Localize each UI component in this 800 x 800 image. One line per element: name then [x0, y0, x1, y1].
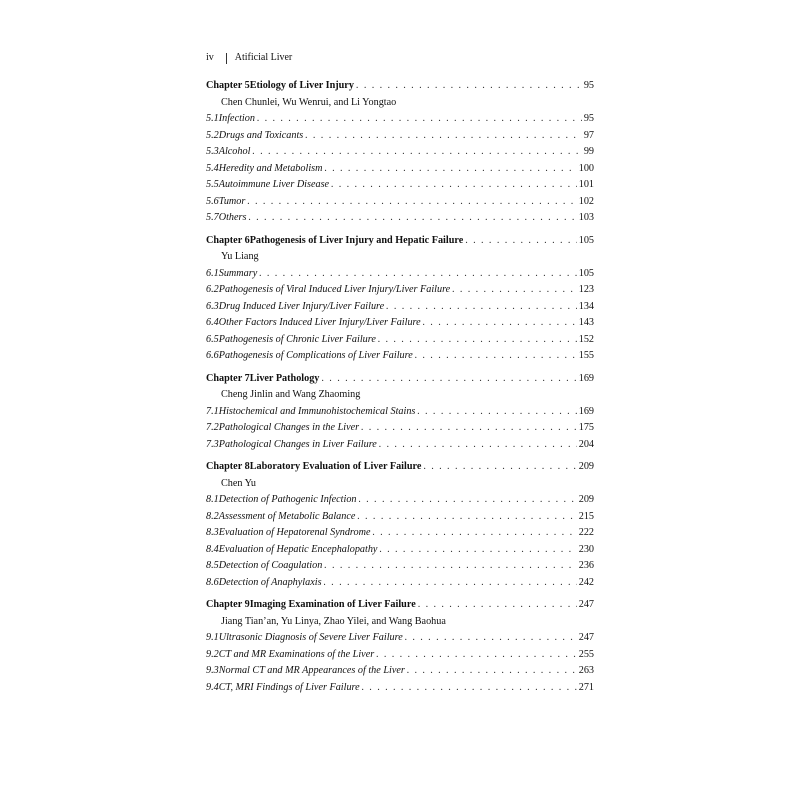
- section-entry[interactable]: [206, 647, 594, 664]
- section-page-number: 209: [578, 494, 594, 505]
- section-title: Other Factors Induced Liver Injury/Liver Failure: [218, 317, 421, 328]
- dot-leader: [257, 111, 582, 128]
- section-entry[interactable]: [206, 299, 594, 316]
- section-number: 9.4: [206, 681, 219, 693]
- section-title: Evaluation of Hepatorenal Syndrome: [218, 527, 371, 538]
- toc-chapter: [206, 78, 594, 227]
- section-number: 6.3: [206, 300, 219, 312]
- section-title: Histochemical and Immunohistochemical Stains: [218, 405, 416, 417]
- dot-leader: [465, 233, 576, 250]
- dot-leader: [418, 597, 577, 614]
- dot-leader: [324, 575, 577, 592]
- chapter-entry[interactable]: [206, 233, 594, 250]
- section-title: Pathogenesis of Chronic Liver Failure: [218, 333, 376, 345]
- section-title: Detection of Pathogenic Infection: [218, 494, 357, 505]
- dot-leader: [252, 144, 581, 161]
- section-number: 9.2: [206, 648, 219, 660]
- section-page-number: 102: [578, 195, 594, 207]
- section-page-number: 123: [578, 284, 594, 295]
- section-entry[interactable]: [206, 663, 594, 680]
- section-title: CT, MRI Findings of Liver Failure: [218, 681, 360, 693]
- section-entry[interactable]: [206, 437, 594, 454]
- section-number: 7.3: [206, 438, 219, 450]
- chapter-authors: Chen Yu: [221, 477, 256, 489]
- section-number: 8.5: [206, 560, 219, 571]
- section-entry[interactable]: [206, 315, 594, 332]
- running-head: [206, 52, 292, 64]
- chapter-entry[interactable]: [206, 78, 594, 95]
- section-entry[interactable]: [206, 542, 594, 559]
- chapter-entry[interactable]: [206, 371, 594, 388]
- chapter-authors: Chen Chunlei, Wu Wenrui, and Li Yongtao: [221, 96, 397, 108]
- header-divider: [226, 53, 227, 64]
- section-number: 8.3: [206, 527, 219, 538]
- section-page-number: 242: [578, 576, 594, 588]
- chapter-number: Chapter 9: [206, 599, 250, 610]
- toc-chapter: [206, 459, 594, 591]
- chapter-number: Chapter 7: [206, 372, 250, 384]
- dot-leader: [386, 299, 577, 316]
- section-page-number: 99: [583, 146, 594, 157]
- page-label: iv: [206, 52, 214, 63]
- section-number: 6.4: [206, 317, 219, 328]
- chapter-title: Laboratory Evaluation of Liver Failure: [249, 461, 422, 472]
- section-entry[interactable]: [206, 404, 594, 421]
- section-entry[interactable]: [206, 332, 594, 349]
- chapter-page-number: 247: [578, 599, 594, 610]
- section-entry[interactable]: [206, 509, 594, 526]
- section-page-number: 155: [578, 350, 594, 361]
- section-title: Autoimmune Liver Disease: [218, 179, 330, 190]
- section-title: Assessment of Metabolic Balance: [218, 510, 356, 522]
- dot-leader: [417, 404, 576, 421]
- dot-leader: [372, 525, 576, 542]
- dot-leader: [378, 332, 577, 349]
- dot-leader: [379, 542, 576, 559]
- section-entry[interactable]: [206, 210, 594, 227]
- section-page-number: 263: [578, 665, 594, 676]
- chapter-title: Liver Pathology: [249, 372, 320, 384]
- dot-leader: [357, 509, 576, 526]
- section-title: Pathogenesis of Viral Induced Liver Injury/Liver Failure: [218, 284, 451, 295]
- chapter-entry[interactable]: [206, 459, 594, 476]
- dot-leader: [331, 177, 577, 194]
- dot-leader: [305, 128, 582, 145]
- section-title: Pathological Changes in the Liver: [218, 422, 360, 433]
- section-page-number: 100: [578, 162, 594, 174]
- section-page-number: 236: [578, 560, 594, 571]
- dot-leader: [407, 663, 577, 680]
- book-title: Atificial Liver: [234, 52, 293, 63]
- section-number: 6.5: [206, 333, 219, 345]
- section-entry[interactable]: [206, 492, 594, 509]
- section-page-number: 271: [578, 681, 594, 693]
- section-title: Summary: [218, 267, 258, 279]
- section-number: 7.1: [206, 405, 219, 417]
- section-page-number: 215: [578, 510, 594, 522]
- section-title: Normal CT and MR Appearances of the Liver: [218, 665, 405, 676]
- section-title: Detection of Coagulation: [218, 560, 323, 571]
- section-title: Evaluation of Hepatic Encephalopathy: [218, 543, 378, 555]
- section-entry[interactable]: [206, 144, 594, 161]
- dot-leader: [248, 210, 576, 227]
- section-number: 8.6: [206, 576, 219, 588]
- toc-chapter: [206, 371, 594, 454]
- section-number: 6.6: [206, 350, 219, 361]
- dot-leader: [247, 194, 576, 211]
- dot-leader: [321, 371, 576, 388]
- section-title: Alcohol: [218, 146, 251, 157]
- section-title: Pathogenesis of Complications of Liver Failure: [218, 350, 413, 361]
- section-entry[interactable]: [206, 420, 594, 437]
- dot-leader: [359, 492, 577, 509]
- section-title: Pathological Changes in Liver Failure: [218, 438, 377, 450]
- section-title: Drugs and Toxicants: [218, 129, 304, 141]
- section-page-number: 105: [578, 267, 594, 279]
- chapter-number: Chapter 5: [206, 80, 250, 91]
- section-title: CT and MR Examinations of the Liver: [218, 648, 375, 660]
- section-title: Others: [218, 212, 247, 223]
- section-entry[interactable]: [206, 282, 594, 299]
- section-number: 8.1: [206, 494, 219, 505]
- dot-leader: [376, 647, 577, 664]
- dot-leader: [423, 315, 577, 332]
- section-page-number: 103: [578, 212, 594, 223]
- dot-leader: [324, 161, 576, 178]
- section-page-number: 101: [578, 179, 594, 190]
- section-page-number: 169: [578, 405, 594, 417]
- section-page-number: 222: [578, 527, 594, 538]
- section-number: 5.7: [206, 212, 219, 223]
- section-entry[interactable]: [206, 194, 594, 211]
- toc-chapter: [206, 597, 594, 696]
- section-title: Infection: [218, 113, 255, 124]
- chapter-authors: Cheng Jinlin and Wang Zhaoming: [221, 389, 361, 400]
- section-page-number: 97: [583, 129, 594, 141]
- section-page-number: 143: [578, 317, 594, 328]
- section-page-number: 175: [578, 422, 594, 433]
- section-number: 9.3: [206, 665, 219, 676]
- section-number: 5.6: [206, 195, 219, 207]
- section-number: 5.1: [206, 113, 219, 124]
- chapter-number: Chapter 6: [206, 234, 250, 246]
- dot-leader: [362, 680, 577, 697]
- chapter-page-number: 169: [578, 372, 594, 384]
- dot-leader: [379, 437, 577, 454]
- section-page-number: 255: [578, 648, 594, 660]
- chapter-authors: Yu Liang: [221, 251, 259, 262]
- section-entry[interactable]: [206, 128, 594, 145]
- section-title: Tumor: [218, 195, 246, 207]
- section-number: 5.2: [206, 129, 219, 141]
- chapter-title: Etiology of Liver Injury: [249, 80, 354, 91]
- section-page-number: 247: [578, 632, 594, 643]
- chapter-page-number: 209: [578, 461, 594, 472]
- chapter-page-number: 105: [578, 234, 594, 246]
- section-page-number: 152: [578, 333, 594, 345]
- chapter-title: Imaging Examination of Liver Failure: [249, 599, 416, 610]
- dot-leader: [259, 266, 577, 283]
- section-page-number: 204: [578, 438, 594, 450]
- section-entry[interactable]: [206, 161, 594, 178]
- dot-leader: [356, 78, 582, 95]
- section-number: 6.2: [206, 284, 219, 295]
- dot-leader: [324, 558, 576, 575]
- section-title: Detection of Anaphylaxis: [218, 576, 322, 588]
- section-number: 7.2: [206, 422, 219, 433]
- section-entry[interactable]: [206, 680, 594, 697]
- section-page-number: 134: [578, 300, 594, 312]
- section-entry[interactable]: [206, 525, 594, 542]
- section-number: 6.1: [206, 267, 219, 279]
- dot-leader: [423, 459, 576, 476]
- section-page-number: 230: [578, 543, 594, 555]
- section-entry[interactable]: [206, 348, 594, 365]
- dot-leader: [452, 282, 577, 299]
- chapter-number: Chapter 8: [206, 461, 250, 472]
- table-of-contents: [206, 78, 594, 702]
- section-title: Drug Induced Liver Injury/Liver Failure: [218, 300, 385, 312]
- section-number: 5.4: [206, 162, 219, 174]
- section-number: 9.1: [206, 632, 219, 643]
- dot-leader: [415, 348, 577, 365]
- dot-leader: [405, 630, 577, 647]
- section-page-number: 95: [583, 113, 594, 124]
- chapter-page-number: 95: [583, 80, 594, 91]
- section-entry[interactable]: [206, 558, 594, 575]
- section-entry[interactable]: [206, 111, 594, 128]
- section-entry[interactable]: [206, 630, 594, 647]
- section-title: Heredity and Metabolism: [218, 162, 323, 174]
- section-number: 5.5: [206, 179, 219, 190]
- section-number: 5.3: [206, 146, 219, 157]
- section-entry[interactable]: [206, 266, 594, 283]
- section-number: 8.2: [206, 510, 219, 522]
- section-entry[interactable]: [206, 177, 594, 194]
- section-title: Ultrasonic Diagnosis of Severe Liver Failure: [218, 632, 403, 643]
- section-number: 8.4: [206, 543, 219, 555]
- chapter-title: Pathogenesis of Liver Injury and Hepatic Failure: [249, 234, 464, 246]
- chapter-entry[interactable]: [206, 597, 594, 614]
- toc-chapter: [206, 233, 594, 365]
- chapter-authors: Jiang Tian’an, Yu Linya, Zhao Yilei, and Wang Baohua: [221, 615, 446, 627]
- dot-leader: [361, 420, 577, 437]
- section-entry[interactable]: [206, 575, 594, 592]
